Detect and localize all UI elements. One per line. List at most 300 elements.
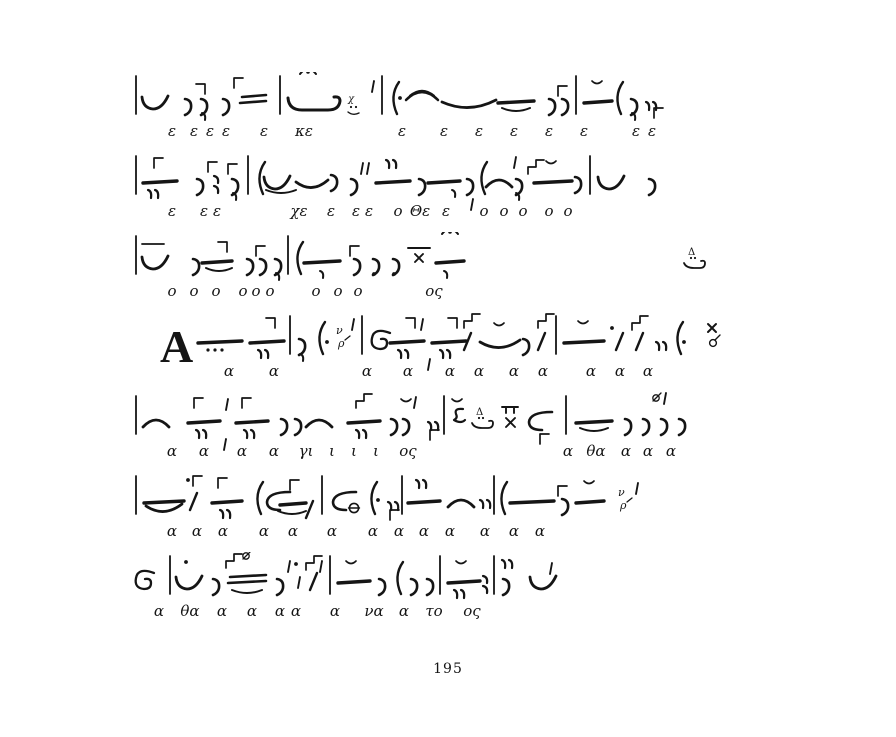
neume-apost [503,579,509,595]
lyric-syllable: ε [364,202,374,220]
lyric-syllable: ο [189,282,199,300]
lyric-syllable: α [479,522,491,540]
neume-apost [523,339,529,355]
neume-corner-tl [228,164,237,174]
neume-dot [682,340,686,344]
neume-corner-tl [242,398,251,408]
lyric-syllable: α [585,362,597,380]
neume-dcomma [244,430,254,438]
neume-corner-tl [234,78,243,88]
lyric-syllable: ε [259,122,269,140]
lyric-syllable: α [290,602,302,620]
neume-dison [228,575,266,583]
lyric-syllable: α [642,442,654,460]
neume-step2 [226,554,242,568]
neume-ccurve [267,492,290,510]
lyric-syllable: α [562,442,574,460]
neume-step2 [538,314,554,328]
neume-ison [338,581,370,583]
neume-apost [391,419,397,435]
neume-apost [549,99,555,115]
neume-apost [351,179,357,195]
neume-frown [306,420,332,427]
lyric-syllable: ε [205,122,215,140]
lyric-syllable: ο [499,202,509,220]
neume-ison [390,341,424,343]
page-number: 195 [433,661,463,677]
neume-tick [664,393,666,404]
neume-breve [494,323,504,326]
music-line-1 [0,72,896,152]
neume-comma [300,354,303,361]
neume-tie [480,340,520,348]
neume-dcomma [398,350,408,358]
neume-dcomma [258,350,268,358]
lyric-syllable: ε [397,122,407,140]
neume-dot [376,498,380,502]
neume-dot [184,560,188,564]
neume-nurho [336,324,350,350]
neume-step2 [632,316,648,330]
neume-klasma [442,232,458,234]
lyric-syllable: α [274,602,286,620]
neume-apost [403,419,409,435]
neume-ison [510,501,554,503]
neume-apost [354,259,360,275]
neume-ccurve [333,492,356,510]
neume-dcomma [428,422,438,430]
neume-corner-tl [218,478,227,488]
neume-paren [481,162,487,194]
neume-step2 [464,314,480,328]
lyric-syllable: ο [211,282,221,300]
lyric-syllable: α [246,602,258,620]
neume-scurl [288,97,340,110]
lyric-syllable: α [444,362,456,380]
neume-apost [247,259,253,275]
lyric-syllable: α [216,602,228,620]
neume-petasti [598,176,624,189]
lyric-syllable: ε [579,122,589,140]
neume-tick [372,81,374,92]
neume-xbar [408,248,430,262]
neume-corner-tr [218,242,227,252]
neume-dot [610,326,614,330]
neume-tick [224,439,226,450]
neume-dot [372,272,376,276]
neume-breve [592,81,602,84]
lyric-syllable: ος [425,282,443,300]
lyric-syllable: ε [631,122,641,140]
neume-apost [299,339,305,355]
neume-ison [348,421,380,423]
neume-dot [325,340,329,344]
lyric-syllable: χε [290,202,308,220]
neume-apost [281,419,287,435]
neume-dcomma [454,590,464,598]
neume-dcomma [388,502,398,510]
lyric-syllable: ε [509,122,519,140]
neume-psifiston [206,268,232,271]
neume-apost [427,579,433,595]
neume-ison [576,421,612,423]
neume-tick [367,163,369,174]
lyric-syllable: ο [167,282,177,300]
neume-corner-tr [266,318,275,328]
lyric-syllable: ο [238,282,248,300]
lyric-syllable: ος [463,602,481,620]
neume-tick [352,319,354,330]
lyric-syllable: α [508,362,520,380]
lyric-syllable: ο [333,282,343,300]
lyric-syllable: α [287,522,299,540]
neume-apost [379,579,385,595]
neume-tick [421,319,423,330]
lyric-syllable: γι [298,442,314,460]
neume-curlG [372,331,390,349]
neume-tie [296,180,328,188]
lyric-syllable: α [326,522,338,540]
neume-dot [392,272,396,276]
neume-psifiston [266,190,296,193]
neume-slash [636,333,643,350]
neume-comma [233,193,236,200]
neume-tick [361,163,363,174]
neume-petasti [142,96,168,109]
lyric-syllable: α [473,362,485,380]
neume-ison [188,421,220,423]
lyric-syllable: α [508,522,520,540]
music-line-6 [0,472,896,552]
lyric-syllable: ε [167,202,177,220]
neume-ccurve [529,412,552,430]
neume-frown [143,420,169,427]
lyric-syllable: α [361,362,373,380]
neume-ison [250,341,284,343]
neume-ison [498,101,534,103]
lyric-syllable: Θε [409,202,431,220]
neume-corner-tl [390,510,399,520]
neume-apost [260,259,266,275]
lyric-syllable: ι [329,442,335,460]
neume-ison [198,341,242,343]
lyric-syllable: ε [544,122,554,140]
neume-corner-tl [540,434,549,444]
lyric-syllable: α [398,602,410,620]
music-line-3 [0,232,896,312]
lyric-syllable: ο [563,202,573,220]
neume-breve [452,399,462,402]
neume-dcomma [416,480,426,488]
neume-psifiston [232,590,262,593]
lyric-syllable: ο [518,202,528,220]
lyric-syllable: ο [353,282,363,300]
neume-dcomma [656,342,666,350]
neume-dison [240,95,266,103]
music-line-4 [0,312,896,392]
neume-psifiston [278,511,306,514]
lyric-syllable: α [537,362,549,380]
neume-dcomma [220,510,230,518]
neume-dcomma [440,350,450,358]
lyric-syllable: α [534,522,546,540]
lyric-syllable: το [425,602,443,620]
lyric-syllable: θα [586,442,606,460]
lyric-syllable: α [166,522,178,540]
neume-ison [144,501,184,503]
lyric-syllable: ο [479,202,489,220]
neume-arch2 [406,91,438,100]
lyric-syllable: ε [474,122,484,140]
neume-apost [223,99,229,115]
neume-ison [143,181,177,183]
neume-apost [661,419,667,435]
neume-paren [501,482,507,514]
neume-corner-tl [558,86,567,96]
neume-ison [576,501,604,503]
neume-ison [436,261,464,263]
music-line-5 [0,392,896,472]
neume-tick [288,561,290,572]
drop-cap-initial: A [160,321,194,372]
neume-nurho [618,486,632,512]
lyric-syllable: ε [167,122,177,140]
neume-slash [616,333,623,350]
neume-zeta [454,409,465,422]
neume-frown [486,180,512,187]
neume-tick [320,561,322,572]
neume-corner-tl [558,486,567,496]
neume-apost [331,175,337,191]
neume-breve [401,399,411,402]
neume-corner-tr [196,84,205,94]
neume-corner-tl [193,476,202,486]
neume-apost [562,99,568,115]
neume-ison [584,101,612,103]
neume-dcomma [196,430,206,438]
lyric-syllable: ο [251,282,261,300]
neume-comma [452,190,455,197]
neume-petasti [176,576,202,589]
neume-comma [320,271,323,278]
lyric-syllable: ος [399,442,417,460]
neume-dot [398,96,402,100]
neume-breve [456,561,466,564]
neume-tick [550,563,552,574]
neume-colonhook [214,176,218,193]
neume-paren [319,322,325,354]
neume-tick [428,359,430,370]
neume-ison [408,501,440,503]
lyric-syllable: α [642,362,654,380]
neume-apost [277,579,283,595]
neume-tick [471,199,473,210]
neume-tick [298,577,300,588]
neume-slash [190,493,197,510]
neume-apost [193,259,199,275]
neume-paren [397,562,403,594]
neume-ison [534,181,572,183]
neume-comma [632,113,635,120]
neume-xrho [708,324,720,346]
neume-ison [304,261,340,263]
lyric-syllable: ε [441,202,451,220]
neume-paren [297,242,303,274]
neume-step2 [306,556,322,570]
neume-comma [276,273,279,280]
lyric-syllable: α [393,522,405,540]
neume-paren [257,482,263,514]
neume-ison [236,421,268,423]
lyric-syllable: ε [199,202,209,220]
neume-tick [514,157,516,168]
neume-dcomma [356,430,366,438]
neume-xtbar [502,407,518,427]
neume-thetadot [349,503,360,512]
lyric-syllable: α [329,602,341,620]
neume-breve [546,161,556,164]
neume-petasti [530,576,556,589]
neume-apost [562,499,568,515]
lyric-syllable: ι [351,442,357,460]
neume-paren [371,482,377,514]
neume-comma [444,271,447,278]
lyric-syllable: ι [373,442,379,460]
neume-apost [575,177,581,193]
neume-breve [346,561,356,564]
neume-apost [295,419,301,435]
neume-rhoslash [243,552,251,559]
lyric-syllable: α [153,602,165,620]
lyric-syllable: α [258,522,270,540]
neume-corner-tl [430,430,439,440]
lyric-syllable: κε [295,122,313,140]
neume-tick [226,399,228,410]
neume-comma [202,113,205,120]
lyric-syllable: α [268,442,280,460]
music-line-2 [0,152,896,232]
neume-apost [411,579,417,595]
neume-corner-tl [350,246,359,256]
neume-psifiston [502,108,530,111]
neume-breve [584,481,594,484]
lyric-syllable: α [367,522,379,540]
neume-dcomma [386,160,396,168]
neume-tick [414,397,416,408]
lyric-syllable: α [614,362,626,380]
lyric-syllable: α [166,442,178,460]
neume-deltamart [684,247,705,268]
neume-tie [442,100,496,108]
neume-ison [202,261,232,263]
lyric-syllable: α [402,362,414,380]
neume-dcomma [148,190,158,198]
neume-corner-tr [406,318,415,328]
lyric-syllable: ε [326,202,336,220]
neume-frown [448,500,474,507]
neume-slash [310,573,317,590]
music-line-7 [0,552,896,632]
neume-slash [538,333,545,350]
neume-apost [197,179,203,195]
neume-petasti [142,256,168,269]
lyric-syllable: ε [212,202,222,220]
neume-deltamart [472,407,493,428]
neume-paren [677,322,683,354]
neume-dots3 [206,348,223,351]
page-footer [0,658,896,677]
neume-petasti [264,176,290,189]
neume-apost [679,419,685,435]
neume-paren [617,82,623,114]
lyric-syllable: ο [311,282,321,300]
neume-apost [649,179,655,195]
neume-apost [213,579,219,595]
neume-step2 [528,160,544,174]
lyric-syllable: α [665,442,677,460]
neume-breve [578,321,588,324]
neume-corner-tl [290,480,299,490]
lyric-syllable: ε [647,122,657,140]
neume-ison [432,341,466,343]
lyric-syllable: ε [351,202,361,220]
lyric-syllable: α [191,522,203,540]
neume-corner-tl [208,162,217,172]
neume-apost [467,179,473,195]
neume-corner-tr [448,318,457,328]
lyric-syllable: να [364,602,384,620]
neume-ison [212,501,242,503]
lyric-syllable: ε [439,122,449,140]
lyric-syllable: θα [180,602,200,620]
neume-chism [347,94,359,114]
neume-dot [186,478,190,482]
neume-ison [428,181,460,183]
lyric-syllable: α [620,442,632,460]
lyric-syllable: ο [265,282,275,300]
neume-ison [376,181,410,183]
neume-comma [516,193,519,200]
lyric-syllable: α [223,362,235,380]
lyric-syllable: ο [393,202,403,220]
neume-step2 [356,394,372,408]
neume-curlG [136,571,154,589]
neume-ison [448,581,480,583]
neume-apost [185,99,191,115]
lyric-syllable: α [444,522,456,540]
neume-corner-tl [194,398,203,408]
lyric-syllable: ε [189,122,199,140]
lyric-syllable: α [268,362,280,380]
neume-colonhook [483,576,487,593]
lyric-syllable: α [198,442,210,460]
neume-dcomma [480,500,490,508]
lyric-syllable: ε [221,122,231,140]
neume-dot [294,562,298,566]
neume-psifiston [580,428,608,431]
neume-tick [636,483,638,494]
neume-klasma [300,72,316,74]
lyric-syllable: ο [544,202,554,220]
neume-rhoslash [653,393,661,401]
lyric-syllable: α [217,522,229,540]
neume-corner-tl [154,158,163,168]
lyric-syllable: α [418,522,430,540]
neume-corner-tl [256,246,265,256]
neume-tie [146,504,182,512]
neume-apost [419,179,425,195]
neume-apost [643,419,649,435]
